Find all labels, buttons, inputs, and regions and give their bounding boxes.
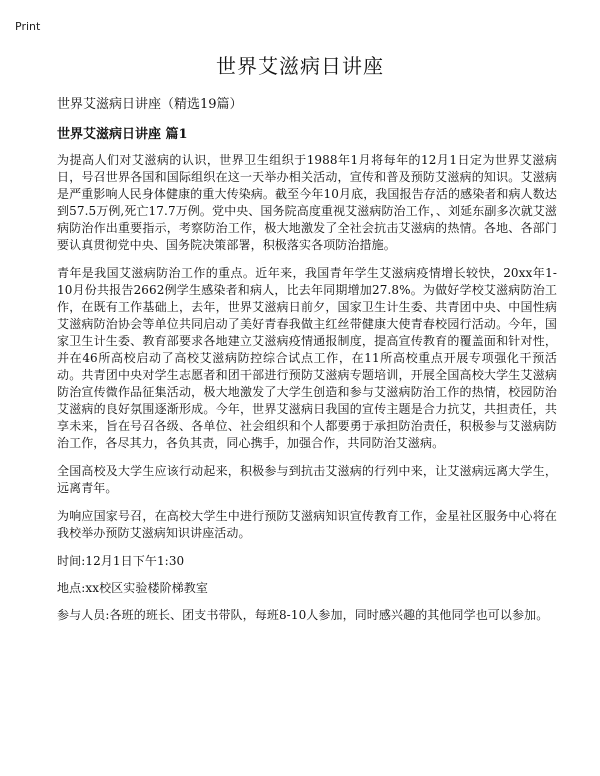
print-link[interactable]: Print	[15, 20, 41, 33]
paragraph-event-intro: 为响应国家号召，在高校大学生中进行预防艾滋病知识宣传教育工作，金星社区服务中心将在我校举办预防艾滋病知识讲座活动。	[57, 509, 557, 540]
document-title: 世界艾滋病日讲座	[216, 54, 384, 78]
paragraph-youth: 青年是我国艾滋病防治工作的重点。近年来，我国青年学生艾滋病疫情增长较快，20xx年1-10月份共报告2662例学生感染者和病人，比去年同期增加27.8%。为做好学校艾滋病防治工作，在既有工作基础上，去年，世界艾滋病日前夕，国家卫生计生委、共青团中央、中国性病艾滋病防治协会等单位共同启动了美好青春我做主红丝带健康大使青春校园行活动。今年，国家卫生计生委、教育部要求各地建立艾滋病疫情通报制度，提高宣传教育的覆盖面和针对性，并在46所高校启动了高校艾滋病防控综合试点工作，在11所高校重点开展专项强化干预活动。共青团中央对学生志愿者和团干部进行预防艾滋病专题培训，开展全国高校大学生艾滋病防治宣传微作品征集活动，极大地激发了大学生创造和参与艾滋病防治工作的热情，校园防治艾滋病的良好氛围逐渐形成。今年，世界艾滋病日我国的宣传主题是合力抗艾，共担责任，共享未来，旨在号召各级、各单位、社会组织和个人都要勇于承担防治责任，积极参与艾滋病防治工作，各尽其力，各负其责，同心携手，加强合作，共同防治艾滋病。	[57, 266, 557, 450]
paragraph-call-to-action: 全国高校及大学生应该行动起来，积极参与到抗击艾滋病的行列中来，让艾滋病远离大学生，远离青年。	[57, 464, 557, 495]
event-time: 时间:12月1日下午1:30	[57, 554, 185, 568]
document-subtitle: 世界艾滋病日讲座（精选19篇）	[57, 97, 243, 112]
event-location: 地点:xx校区实验楼阶梯教室	[57, 581, 208, 595]
section-heading: 世界艾滋病日讲座 篇1	[57, 127, 188, 142]
paragraph-intro: 为提高人们对艾滋病的认识，世界卫生组织于1988年1月将每年的12月1日定为世界艾滋病日，号召世界各国和国际组织在这一天举办相关活动，宣传和普及预防艾滋病的知识。艾滋病是严重影响人民身体健康的重大传染病。截至今年10月底，我国报告存活的感染者和病人数达到57.5万例,死亡17.7万例。党中央、国务院高度重视艾滋病防治工作，、刘延东副多次就艾滋病防治作出重要指示，考察防治工作，极大地激发了全社会抗击艾滋病的热情。各地、各部门要认真贯彻党中央、国务院决策部署，积极落实各项防治措施。	[57, 153, 557, 252]
event-participants: 参与人员:各班的班长、团支书带队，每班8-10人参加，同时感兴趣的其他同学也可以参加。	[57, 608, 549, 622]
article-body	[57, 152, 557, 635]
